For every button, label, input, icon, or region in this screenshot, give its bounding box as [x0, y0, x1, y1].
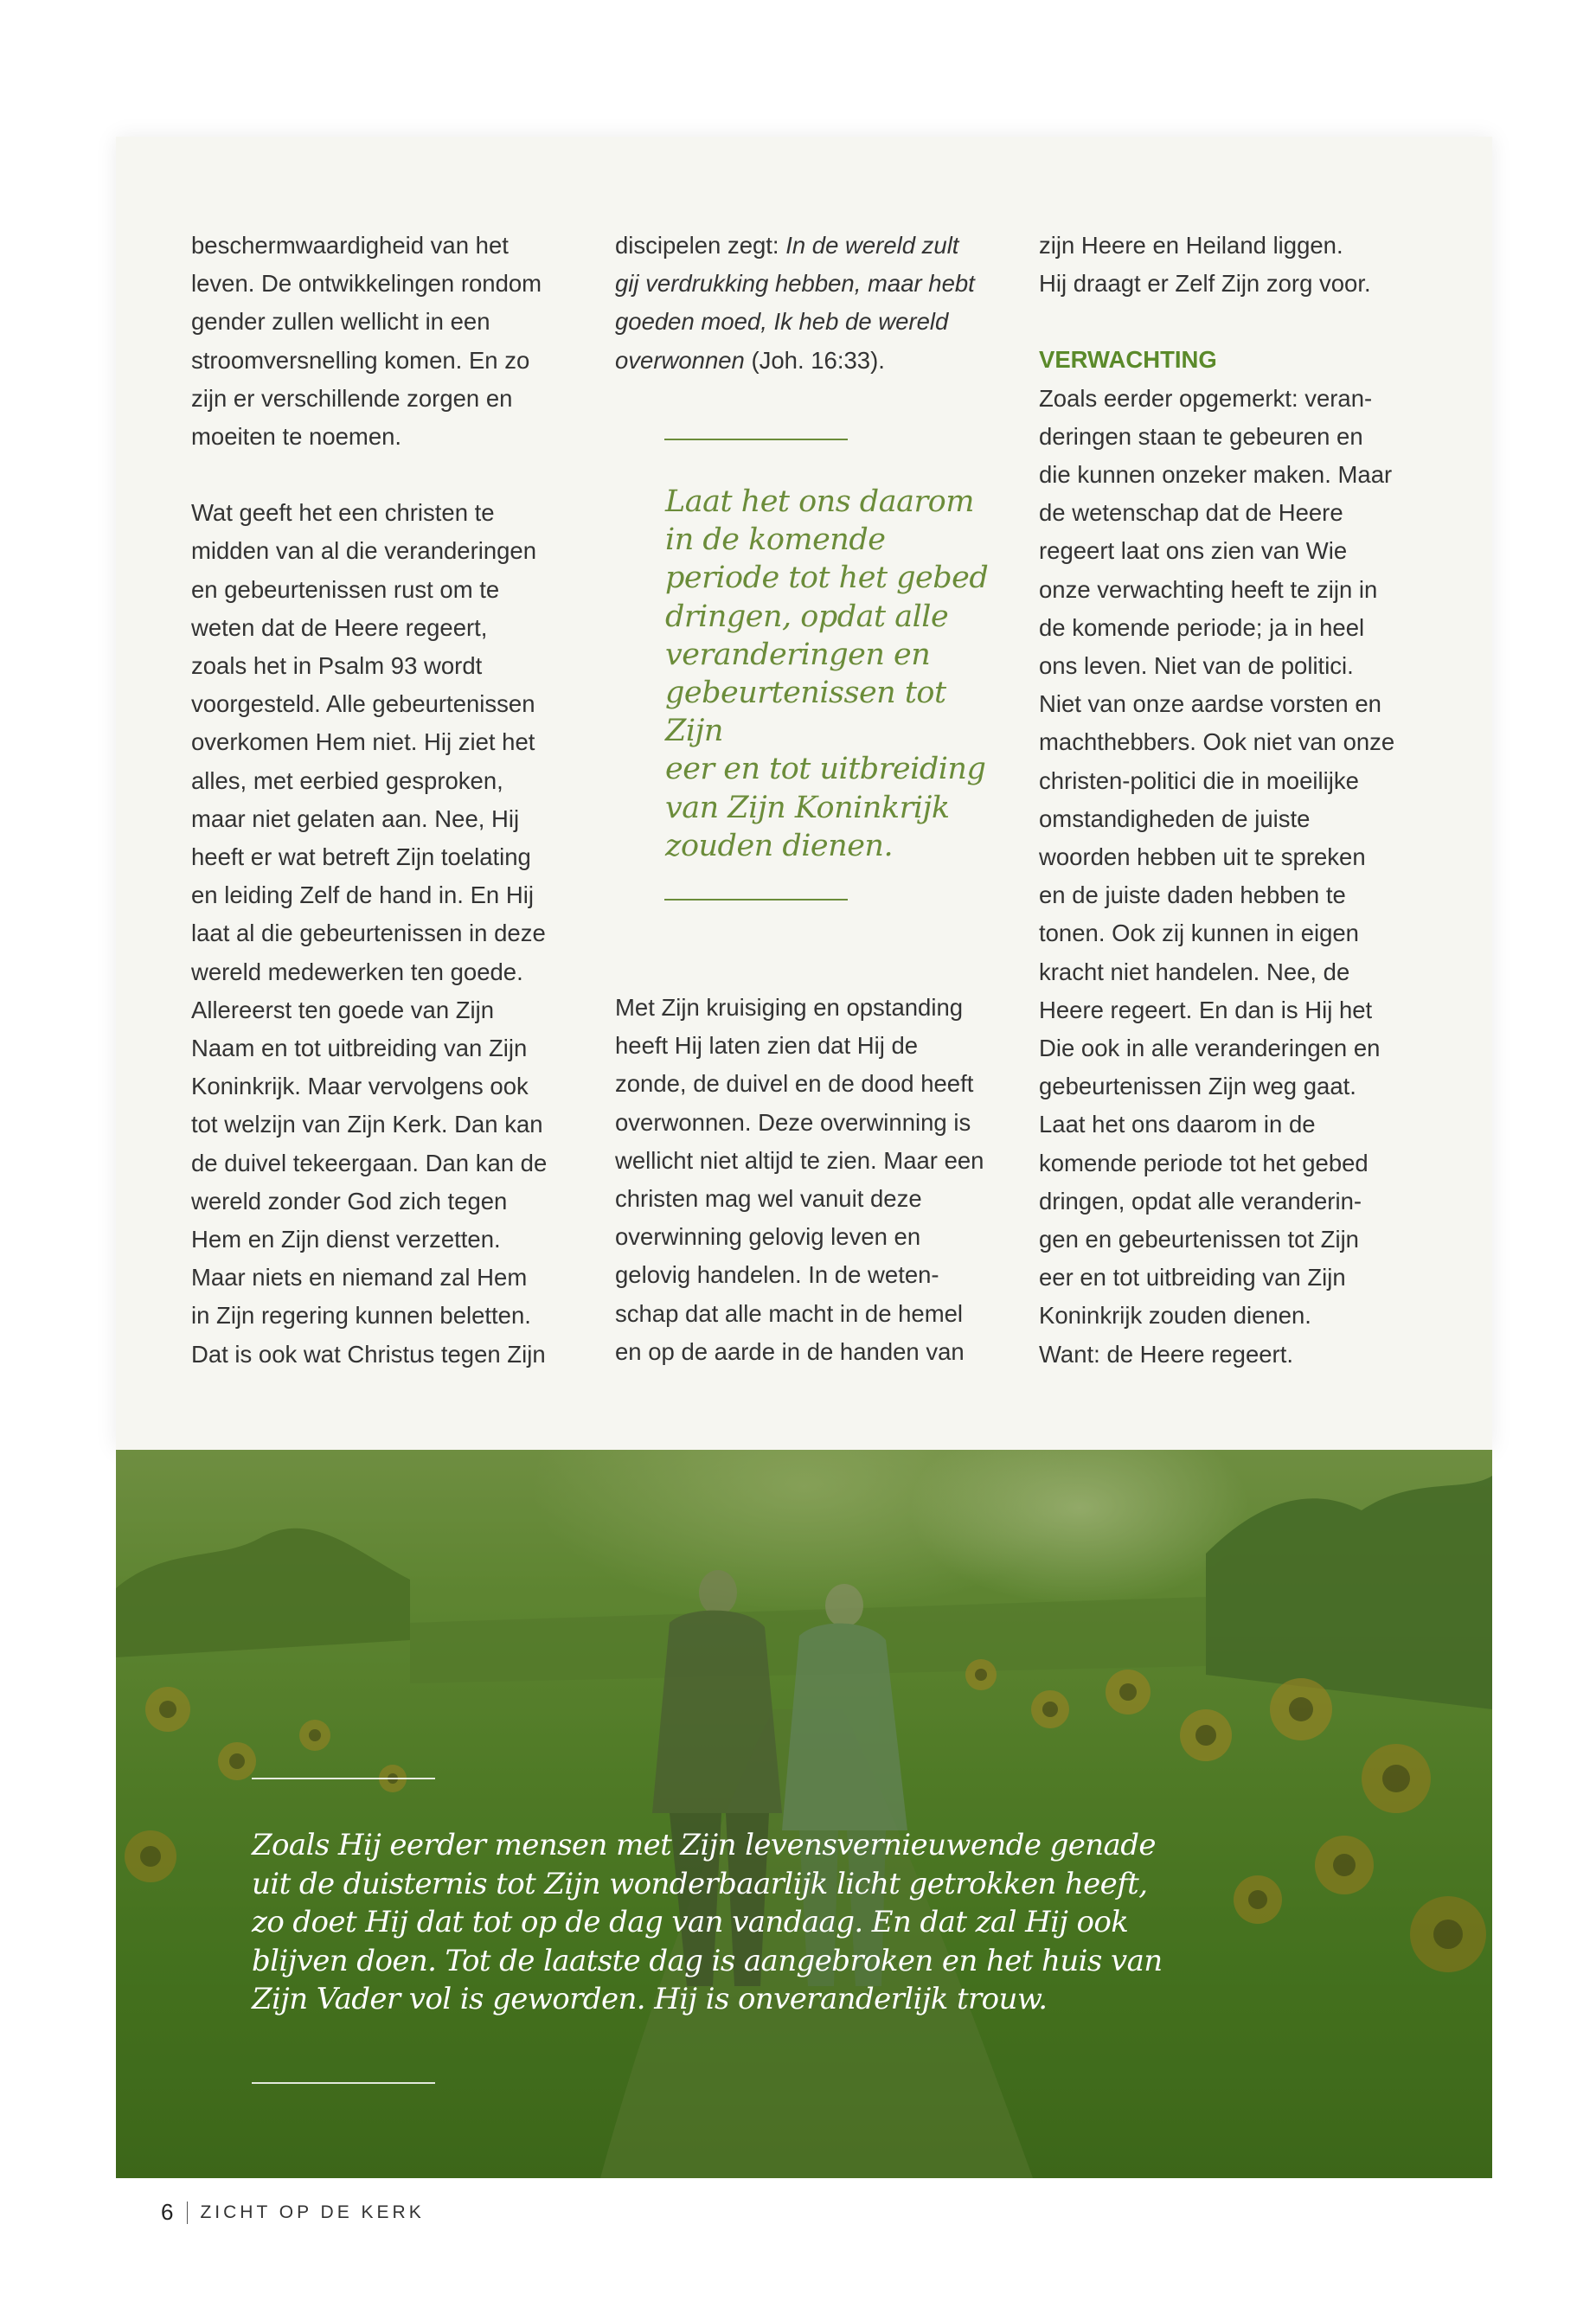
text-line: Die ook in alle veranderingen en	[1039, 1035, 1381, 1062]
pull-quote-line: gebeurtenissen tot Zijn	[665, 676, 946, 749]
text-line: zijn er verschillende zorgen en	[191, 384, 513, 412]
text-line: alles, met eerbied gesproken,	[191, 766, 503, 794]
text-line: Heere regeert. En dan is Hij het	[1039, 996, 1373, 1023]
text-line: en gebeurtenissen rust om te	[191, 575, 500, 603]
text-line: christen mag wel vanuit deze	[615, 1185, 922, 1213]
photo-quote-line: zo doet Hij dat tot op de dag van vandaag. En dat zal Hij ook	[252, 1905, 1129, 1939]
text-line: wereld zonder God zich tegen	[191, 1187, 508, 1215]
page-number: 6	[161, 2199, 174, 2225]
photo-quote-line: Zoals Hij eerder mensen met Zijn levensvernieuwende genade	[252, 1828, 1156, 1862]
text-line: moeiten te noemen.	[191, 423, 402, 451]
text-line: gender zullen wellicht in een	[191, 308, 490, 336]
text-line: regeert laat ons zien van Wie	[1039, 537, 1348, 565]
text-line: Wat geeft het een christen te	[191, 499, 495, 527]
text-line: tonen. Ook zij kunnen in eigen	[1039, 920, 1359, 947]
text-line: weten dat de Heere regeert,	[191, 613, 488, 641]
text-line: maar niet gelaten aan. Nee, Hij	[191, 804, 520, 832]
text-line: machthebbers. Ook niet van onze	[1039, 728, 1395, 756]
pull-quote-line: in de komende	[665, 522, 886, 558]
text-line: christen-politici die in moeilijke	[1039, 766, 1359, 794]
text-line: voorgesteld. Alle gebeurtenissen	[191, 690, 535, 718]
scripture-quote: In de wereld zult	[785, 232, 959, 259]
photo-illustration	[116, 1450, 1492, 2178]
text-line	[615, 227, 996, 265]
text-line: Zoals eerder opgemerkt: veran-	[1039, 384, 1373, 412]
text-line: Niet van onze aardse vorsten en	[1039, 690, 1381, 718]
text-line: stroomversnelling komen. En zo	[191, 346, 530, 374]
column-2-bottom	[615, 989, 996, 1371]
text-line: onze verwachting heeft te zijn in	[1039, 575, 1378, 603]
column-1	[191, 227, 572, 1374]
text-line: heeft Hij laten zien dat Hij de	[615, 1032, 919, 1060]
text-line: Laat het ons daarom in de	[1039, 1111, 1316, 1138]
text-line: die kunnen onzeker maken. Maar	[1039, 461, 1393, 489]
column-3	[1039, 227, 1420, 1374]
text-line: deringen staan te gebeuren en	[1039, 422, 1363, 450]
photo-quote-line: Zijn Vader vol is geworden. Hij is onveranderlijk trouw.	[252, 1982, 1048, 2016]
text-line: kracht niet handelen. Nee, de	[1039, 958, 1350, 985]
text-line: de wetenschap dat de Heere	[1039, 499, 1343, 527]
paragraph-gap	[191, 456, 572, 494]
text-line: de duivel tekeergaan. Dan kan de	[191, 1149, 548, 1176]
pull-quote-line: Laat het ons daarom	[665, 484, 974, 519]
photo-quote-line: uit de duisternis tot Zijn wonderbaarlijk licht getrokken heeft,	[252, 1866, 1148, 1901]
scripture-reference: (Joh. 16:33).	[744, 346, 885, 374]
text-line: overwonnen. Deze overwinning is	[615, 1108, 971, 1136]
text-line	[615, 342, 996, 380]
pull-quote-line: dringen, opdat alle	[665, 599, 949, 634]
text-line: overwinning gelovig leven en	[615, 1223, 921, 1251]
photo-quote-rule-bottom	[252, 2082, 435, 2084]
text-line: Koninkrijk zouden dienen.	[1039, 1302, 1311, 1330]
text-line: en de juiste daden hebben te	[1039, 881, 1346, 909]
text-line: beschermwaardigheid van het	[191, 232, 509, 259]
text-line: Koninkrijk. Maar vervolgens ook	[191, 1073, 529, 1100]
sunflower-field-photo	[116, 1450, 1492, 2178]
text-line: wellicht niet altijd te zien. Maar een	[615, 1146, 984, 1174]
text-line: eer en tot uitbreiding van Zijn	[1039, 1264, 1346, 1292]
text-line	[615, 303, 996, 341]
text-line: tot welzijn van Zijn Kerk. Dan kan	[191, 1111, 543, 1138]
text-line: en op de aarde in de handen van	[615, 1337, 965, 1365]
pull-quote-line: veranderingen en	[665, 637, 931, 672]
text-line: midden van al die veranderingen	[191, 537, 537, 565]
text-line: overkomen Hem niet. Hij ziet het	[191, 728, 535, 756]
pull-quote	[665, 483, 994, 865]
text-line: wereld medewerken ten goede.	[191, 958, 523, 985]
text-line: in Zijn regering kunnen beletten.	[191, 1302, 531, 1330]
text-line: zonde, de duivel en de dood heeft	[615, 1070, 974, 1098]
pull-quote-rule-top	[664, 439, 848, 440]
text-line: Naam en tot uitbreiding van Zijn	[191, 1035, 528, 1062]
text-line: gen en gebeurtenissen tot Zijn	[1039, 1226, 1359, 1253]
text-line: de komende periode; ja in heel	[1039, 613, 1365, 641]
text-line: heeft er wat betreft Zijn toelating	[191, 843, 531, 871]
text-line: schap dat alle macht in de hemel	[615, 1299, 964, 1327]
text-line: en leiding Zelf de hand in. En Hij	[191, 881, 534, 909]
page-footer	[161, 2199, 425, 2226]
photo-quote-line: blijven doen. Tot de laatste dag is aangebroken en het huis van	[252, 1943, 1163, 1978]
text-line: zoals het in Psalm 93 wordt	[191, 652, 483, 680]
section-heading: VERWACHTING	[1039, 346, 1217, 374]
text-line: zijn Heere en Heiland liggen.	[1039, 232, 1343, 259]
scripture-quote: goeden moed, Ik heb de wereld	[615, 308, 949, 336]
pull-quote-line: zouden dienen.	[665, 828, 894, 863]
text-line: Maar niets en niemand zal Hem	[191, 1264, 528, 1292]
text-line: Dat is ook wat Christus tegen Zijn	[191, 1340, 546, 1368]
text-line: Hij draagt er Zelf Zijn zorg voor.	[1039, 270, 1371, 298]
photo-quote	[252, 1826, 1169, 2019]
text-line: ons leven. Niet van de politici.	[1039, 652, 1354, 680]
text-line: Want: de Heere regeert.	[1039, 1340, 1293, 1368]
column-2-top	[615, 227, 996, 380]
text-line: komende periode tot het gebed	[1039, 1149, 1368, 1176]
pull-quote-rule-bottom	[664, 899, 848, 901]
photo-quote-rule-top	[252, 1778, 435, 1779]
paragraph-gap	[1039, 303, 1420, 341]
text-line: gelovig handelen. In de weten-	[615, 1261, 939, 1289]
text-plain: discipelen zegt:	[615, 232, 786, 259]
text-line	[615, 265, 996, 303]
scripture-quote: gij verdrukking hebben, maar hebt	[615, 270, 975, 298]
article-card	[116, 137, 1492, 1450]
footer-divider	[187, 2202, 188, 2224]
text-line: Met Zijn kruisiging en opstanding	[615, 994, 964, 1021]
text-line: laat al die gebeurtenissen in deze	[191, 920, 546, 947]
text-line: dringen, opdat alle veranderin-	[1039, 1187, 1362, 1215]
text-line: woorden hebben uit te spreken	[1039, 843, 1366, 871]
pull-quote-line: van Zijn Koninkrijk	[665, 790, 950, 825]
text-line: leven. De ontwikkelingen rondom	[191, 270, 542, 298]
text-line: gebeurtenissen Zijn weg gaat.	[1039, 1073, 1356, 1100]
scripture-quote: overwonnen	[615, 346, 745, 374]
pull-quote-line: eer en tot uitbreiding	[665, 752, 986, 787]
text-line: Allereerst ten goede van Zijn	[191, 996, 495, 1023]
pull-quote-line: periode tot het gebed	[665, 561, 989, 596]
text-line: omstandigheden de juiste	[1039, 804, 1311, 832]
text-line: Hem en Zijn dienst verzetten.	[191, 1226, 501, 1253]
magazine-title: ZICHT OP DE KERK	[200, 2202, 425, 2222]
